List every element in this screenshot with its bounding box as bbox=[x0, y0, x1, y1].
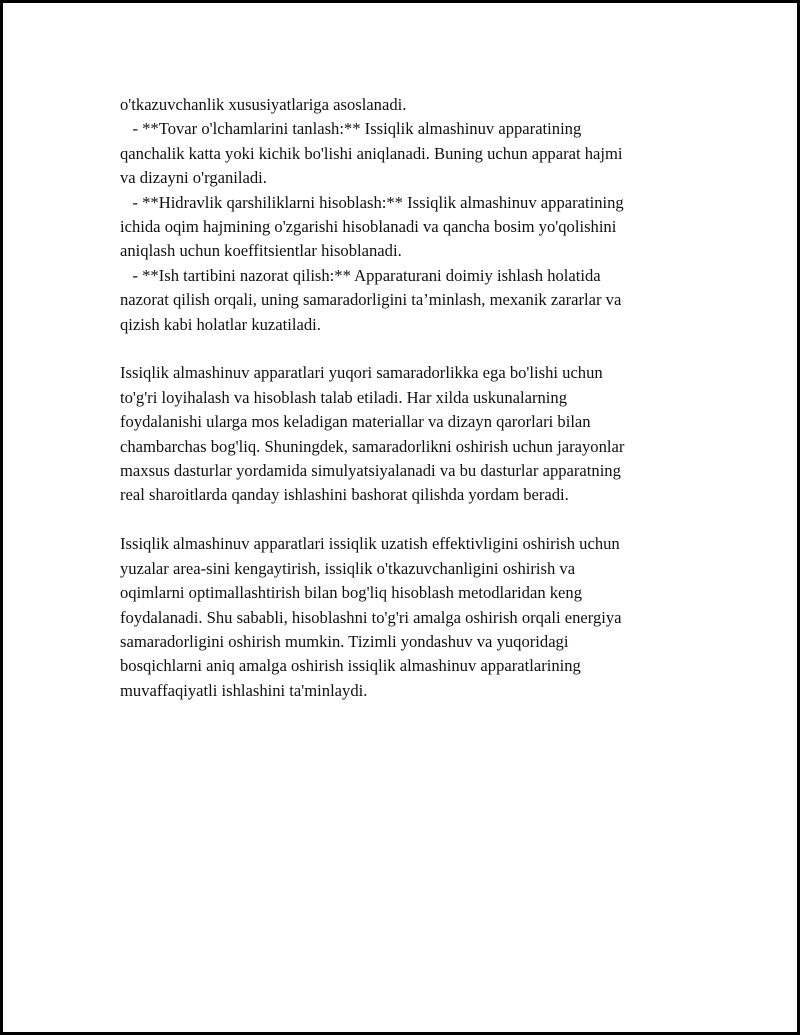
document-body bbox=[120, 93, 690, 703]
paragraph-conclusion bbox=[120, 532, 690, 703]
text-line: yuzalar area-sini kengaytirish, issiqlik o'tkazuvchanligini oshirish va bbox=[120, 558, 576, 578]
text-line: - **Tovar o'lchamlarini tanlash:** Issiqlik almashinuv apparatining bbox=[120, 119, 582, 139]
paragraph-gap bbox=[120, 508, 690, 532]
text-line: real sharoitlarda qanday ishlashini bashorat qilishda yordam beradi. bbox=[120, 485, 569, 505]
text-line: aniqlash uchun koeffitsientlar hisoblanadi. bbox=[120, 241, 402, 261]
text-line: maxsus dasturlar yordamida simulyatsiyalanadi va bu dasturlar apparatning bbox=[120, 461, 621, 481]
text-line: chambarchas bog'liq. Shuningdek, samaradorlikni oshirish uchun jarayonlar bbox=[120, 436, 625, 456]
text-line: to'g'ri loyihalash va hisoblash talab etiladi. Har xilda uskunalarning bbox=[120, 387, 567, 407]
text-line: ichida oqim hajmining o'zgarishi hisoblanadi va qancha bosim yo'qolishini bbox=[120, 217, 617, 237]
text-line: samaradorligini oshirish mumkin. Tizimli yondashuv va yuqoridagi bbox=[120, 631, 569, 651]
text-line: foydalanishi ularga mos keladigan materiallar va dizayn qarorlari bilan bbox=[120, 412, 591, 432]
paragraph-efficiency bbox=[120, 361, 690, 507]
text-line: oqimlarni optimallashtirish bilan bog'liq hisoblash metodlaridan keng bbox=[120, 583, 583, 603]
text-line: foydalanadi. Shu sababli, hisoblashni to'g'ri amalga oshirish orqali energiya bbox=[120, 607, 622, 627]
text-line: - **Ish tartibini nazorat qilish:** Apparaturani doimiy ishlash holatida bbox=[120, 265, 601, 285]
text-line: muvaffaqiyatli ishlashini ta'minlaydi. bbox=[120, 680, 368, 700]
text-line: qanchalik katta yoki kichik bo'lishi aniqlanadi. Buning uchun apparat hajmi bbox=[120, 143, 623, 163]
paragraph-gap bbox=[120, 337, 690, 361]
text-line: va dizayni o'rganiladi. bbox=[120, 168, 267, 188]
text-line: bosqichlarni aniq amalga oshirish issiqlik almashinuv apparatlarining bbox=[120, 656, 581, 676]
paragraph-method-steps bbox=[120, 93, 690, 337]
text-line: nazorat qilish orqali, uning samaradorligini ta’minlash, mexanik zararlar va bbox=[120, 290, 622, 310]
text-line: - **Hidravlik qarshiliklarni hisoblash:** Issiqlik almashinuv apparatining bbox=[120, 192, 624, 212]
text-line: qizish kabi holatlar kuzatiladi. bbox=[120, 314, 321, 334]
text-line: Issiqlik almashinuv apparatlari issiqlik uzatish effektivligini oshirish uchun bbox=[120, 534, 620, 554]
text-line: Issiqlik almashinuv apparatlari yuqori samaradorlikka ega bo'lishi uchun bbox=[120, 363, 603, 383]
text-line: o'tkazuvchanlik xususiyatlariga asoslanadi. bbox=[120, 95, 407, 114]
